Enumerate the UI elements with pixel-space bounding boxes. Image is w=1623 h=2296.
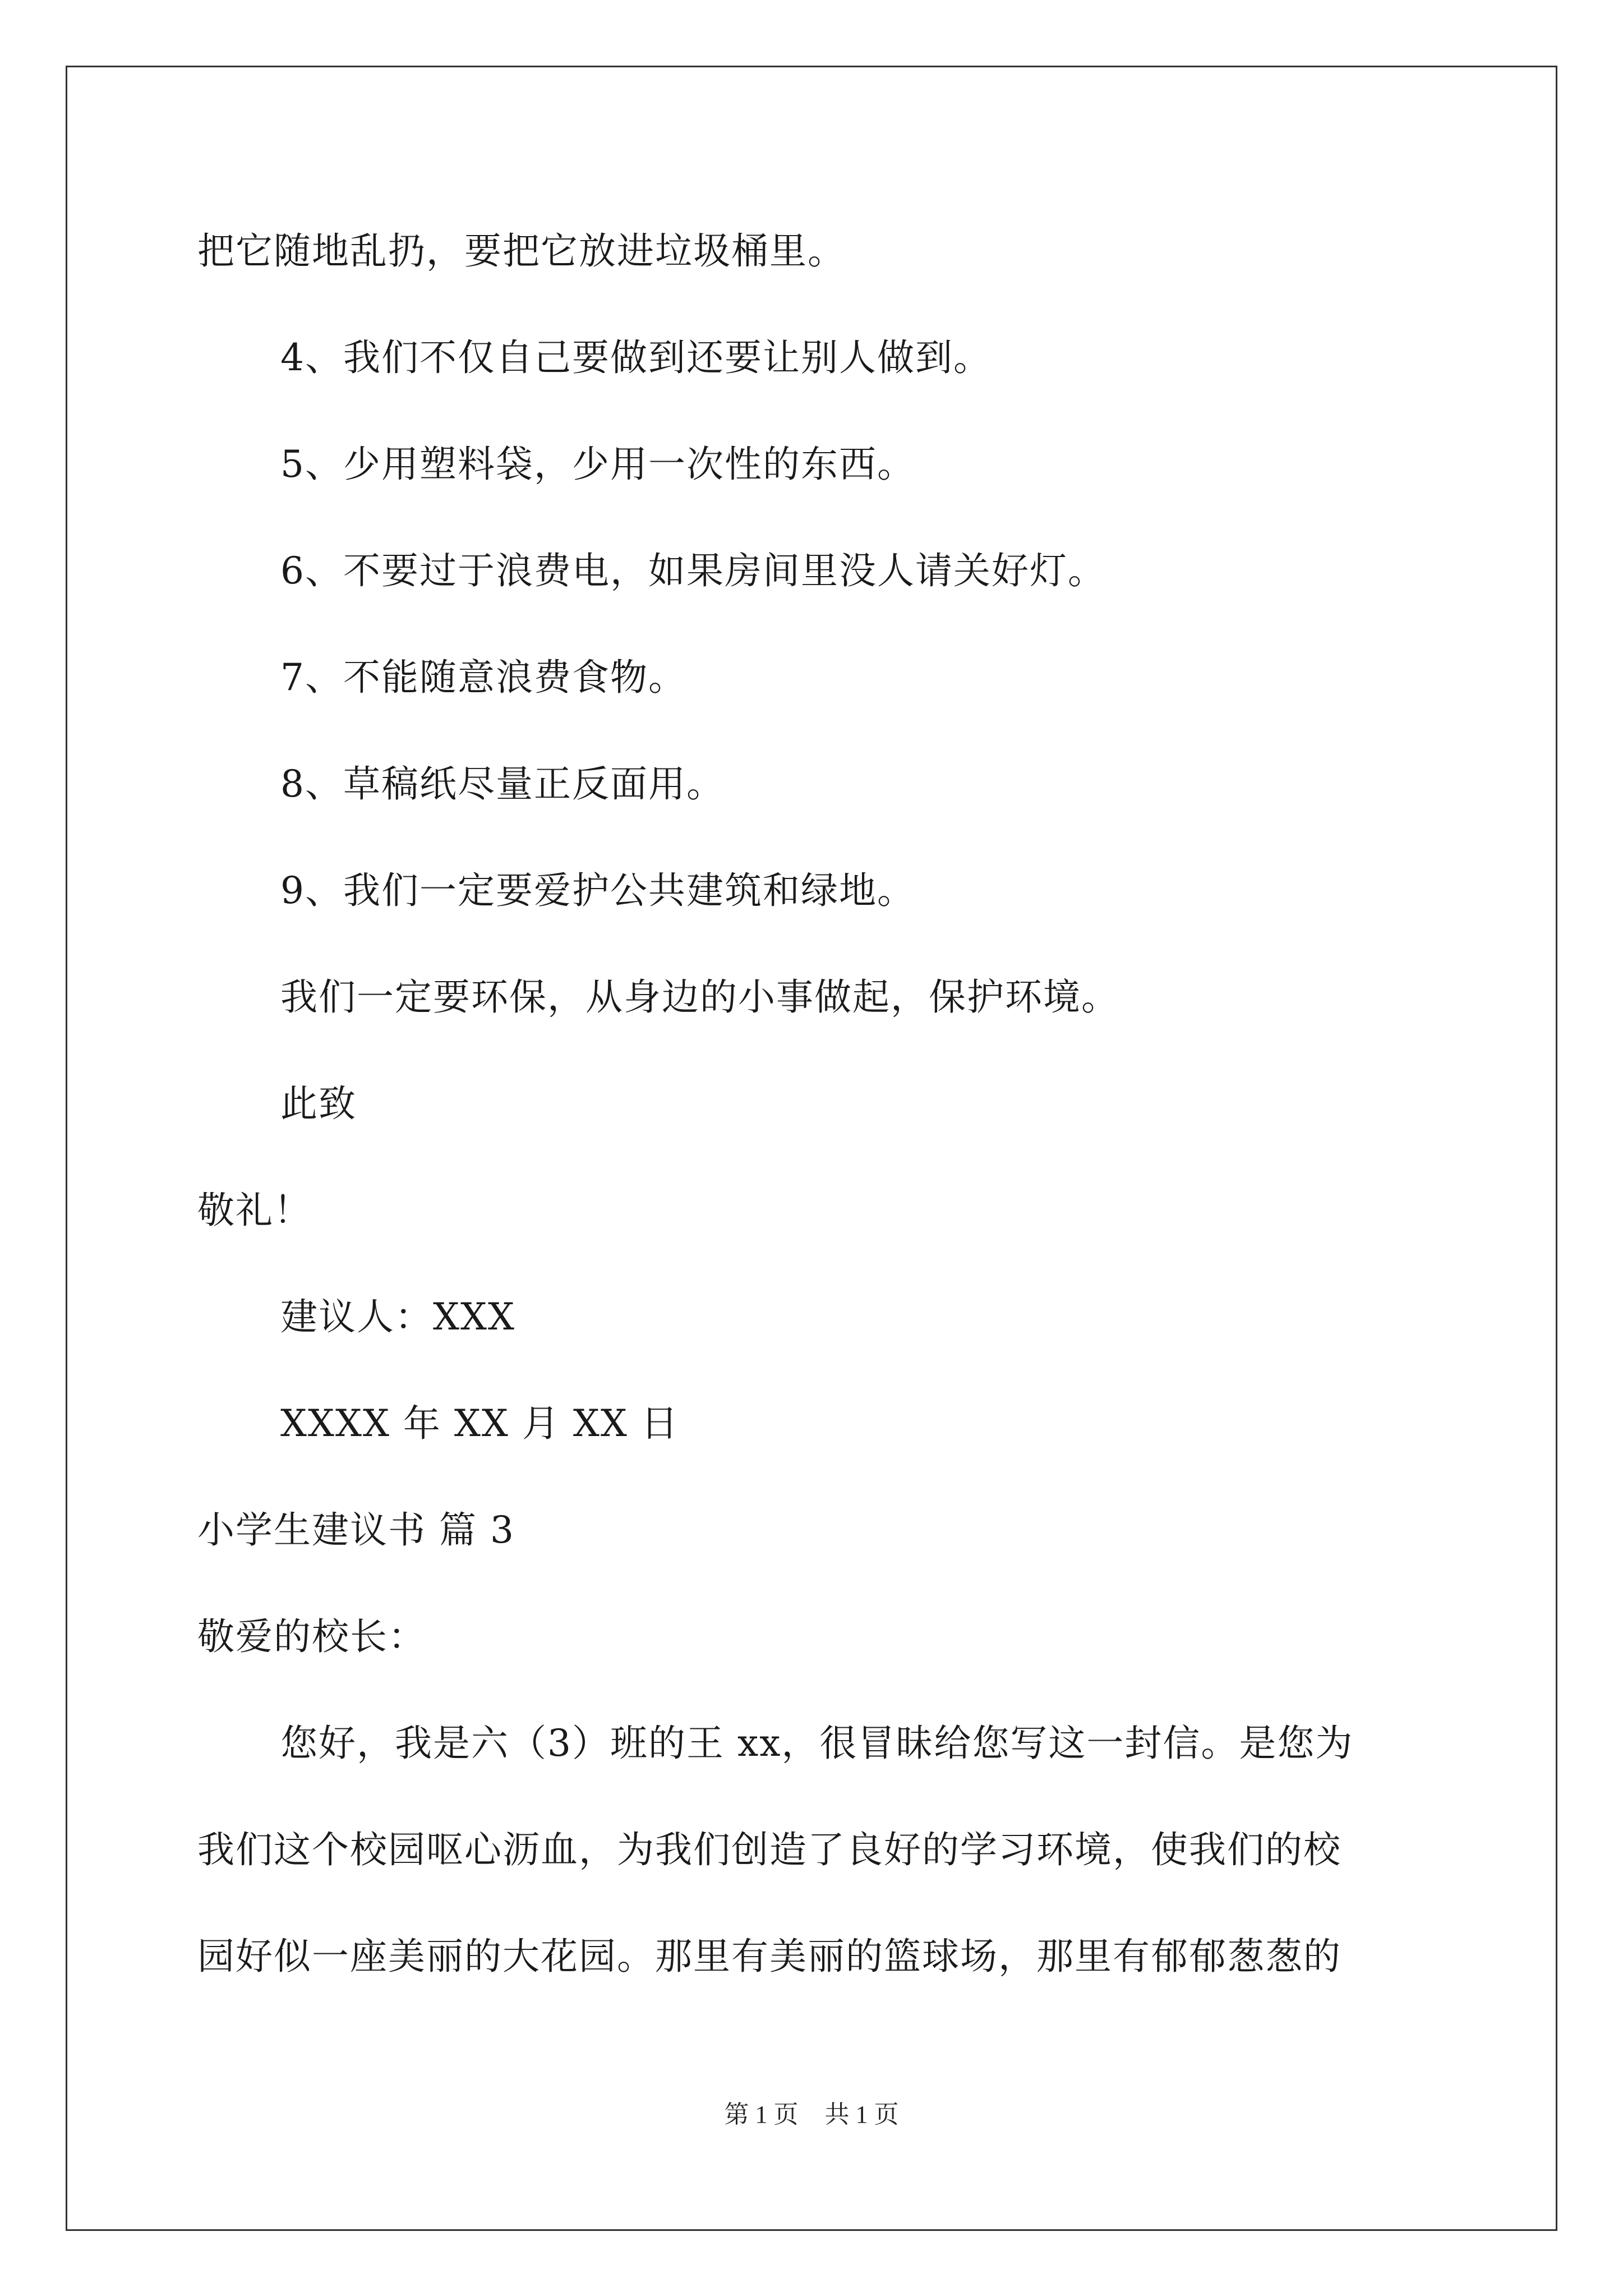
list-item: 6、不要过于浪费电，如果房间里没人请关好灯。 [280, 549, 1106, 592]
date-line: XXXX 年 XX 月 XX 日 [280, 1402, 679, 1445]
page-number: 第 1 页 [724, 2101, 799, 2128]
text-line: 园好似一座美丽的大花园。那里有美丽的篮球场，那里有郁郁葱葱的 [197, 1935, 1341, 1978]
text-line: 我们一定要环保，从身边的小事做起，保护环境。 [280, 976, 1119, 1019]
text-line: 把它随地乱扔，要把它放进垃圾桶里。 [197, 229, 846, 273]
salutation: 敬爱的校长： [197, 1615, 426, 1658]
list-item: 9、我们一定要爱护公共建筑和绿地。 [280, 869, 915, 912]
page-frame [66, 66, 1557, 2231]
list-item: 8、草稿纸尽量正反面用。 [280, 762, 725, 806]
page-footer [0, 2098, 1623, 2132]
list-item: 5、少用塑料袋，少用一次性的东西。 [280, 443, 915, 486]
closing-phrase: 此致 [280, 1082, 357, 1125]
text-line: 您好，我是六（3）班的王 xx，很冒昧给您写这一封信。是您为 [280, 1722, 1354, 1765]
text-line: 我们这个校园呕心沥血，为我们创造了良好的学习环境，使我们的校 [197, 1828, 1341, 1871]
list-item: 4、我们不仅自己要做到还要让别人做到。 [280, 336, 992, 379]
section-heading: 小学生建议书 篇 3 [197, 1508, 515, 1552]
list-item: 7、不能随意浪费食物。 [280, 656, 686, 699]
salutation-closing: 敬礼！ [197, 1189, 312, 1232]
signature-line: 建议人：XXX [280, 1295, 515, 1338]
page-total: 共 1 页 [824, 2101, 899, 2128]
